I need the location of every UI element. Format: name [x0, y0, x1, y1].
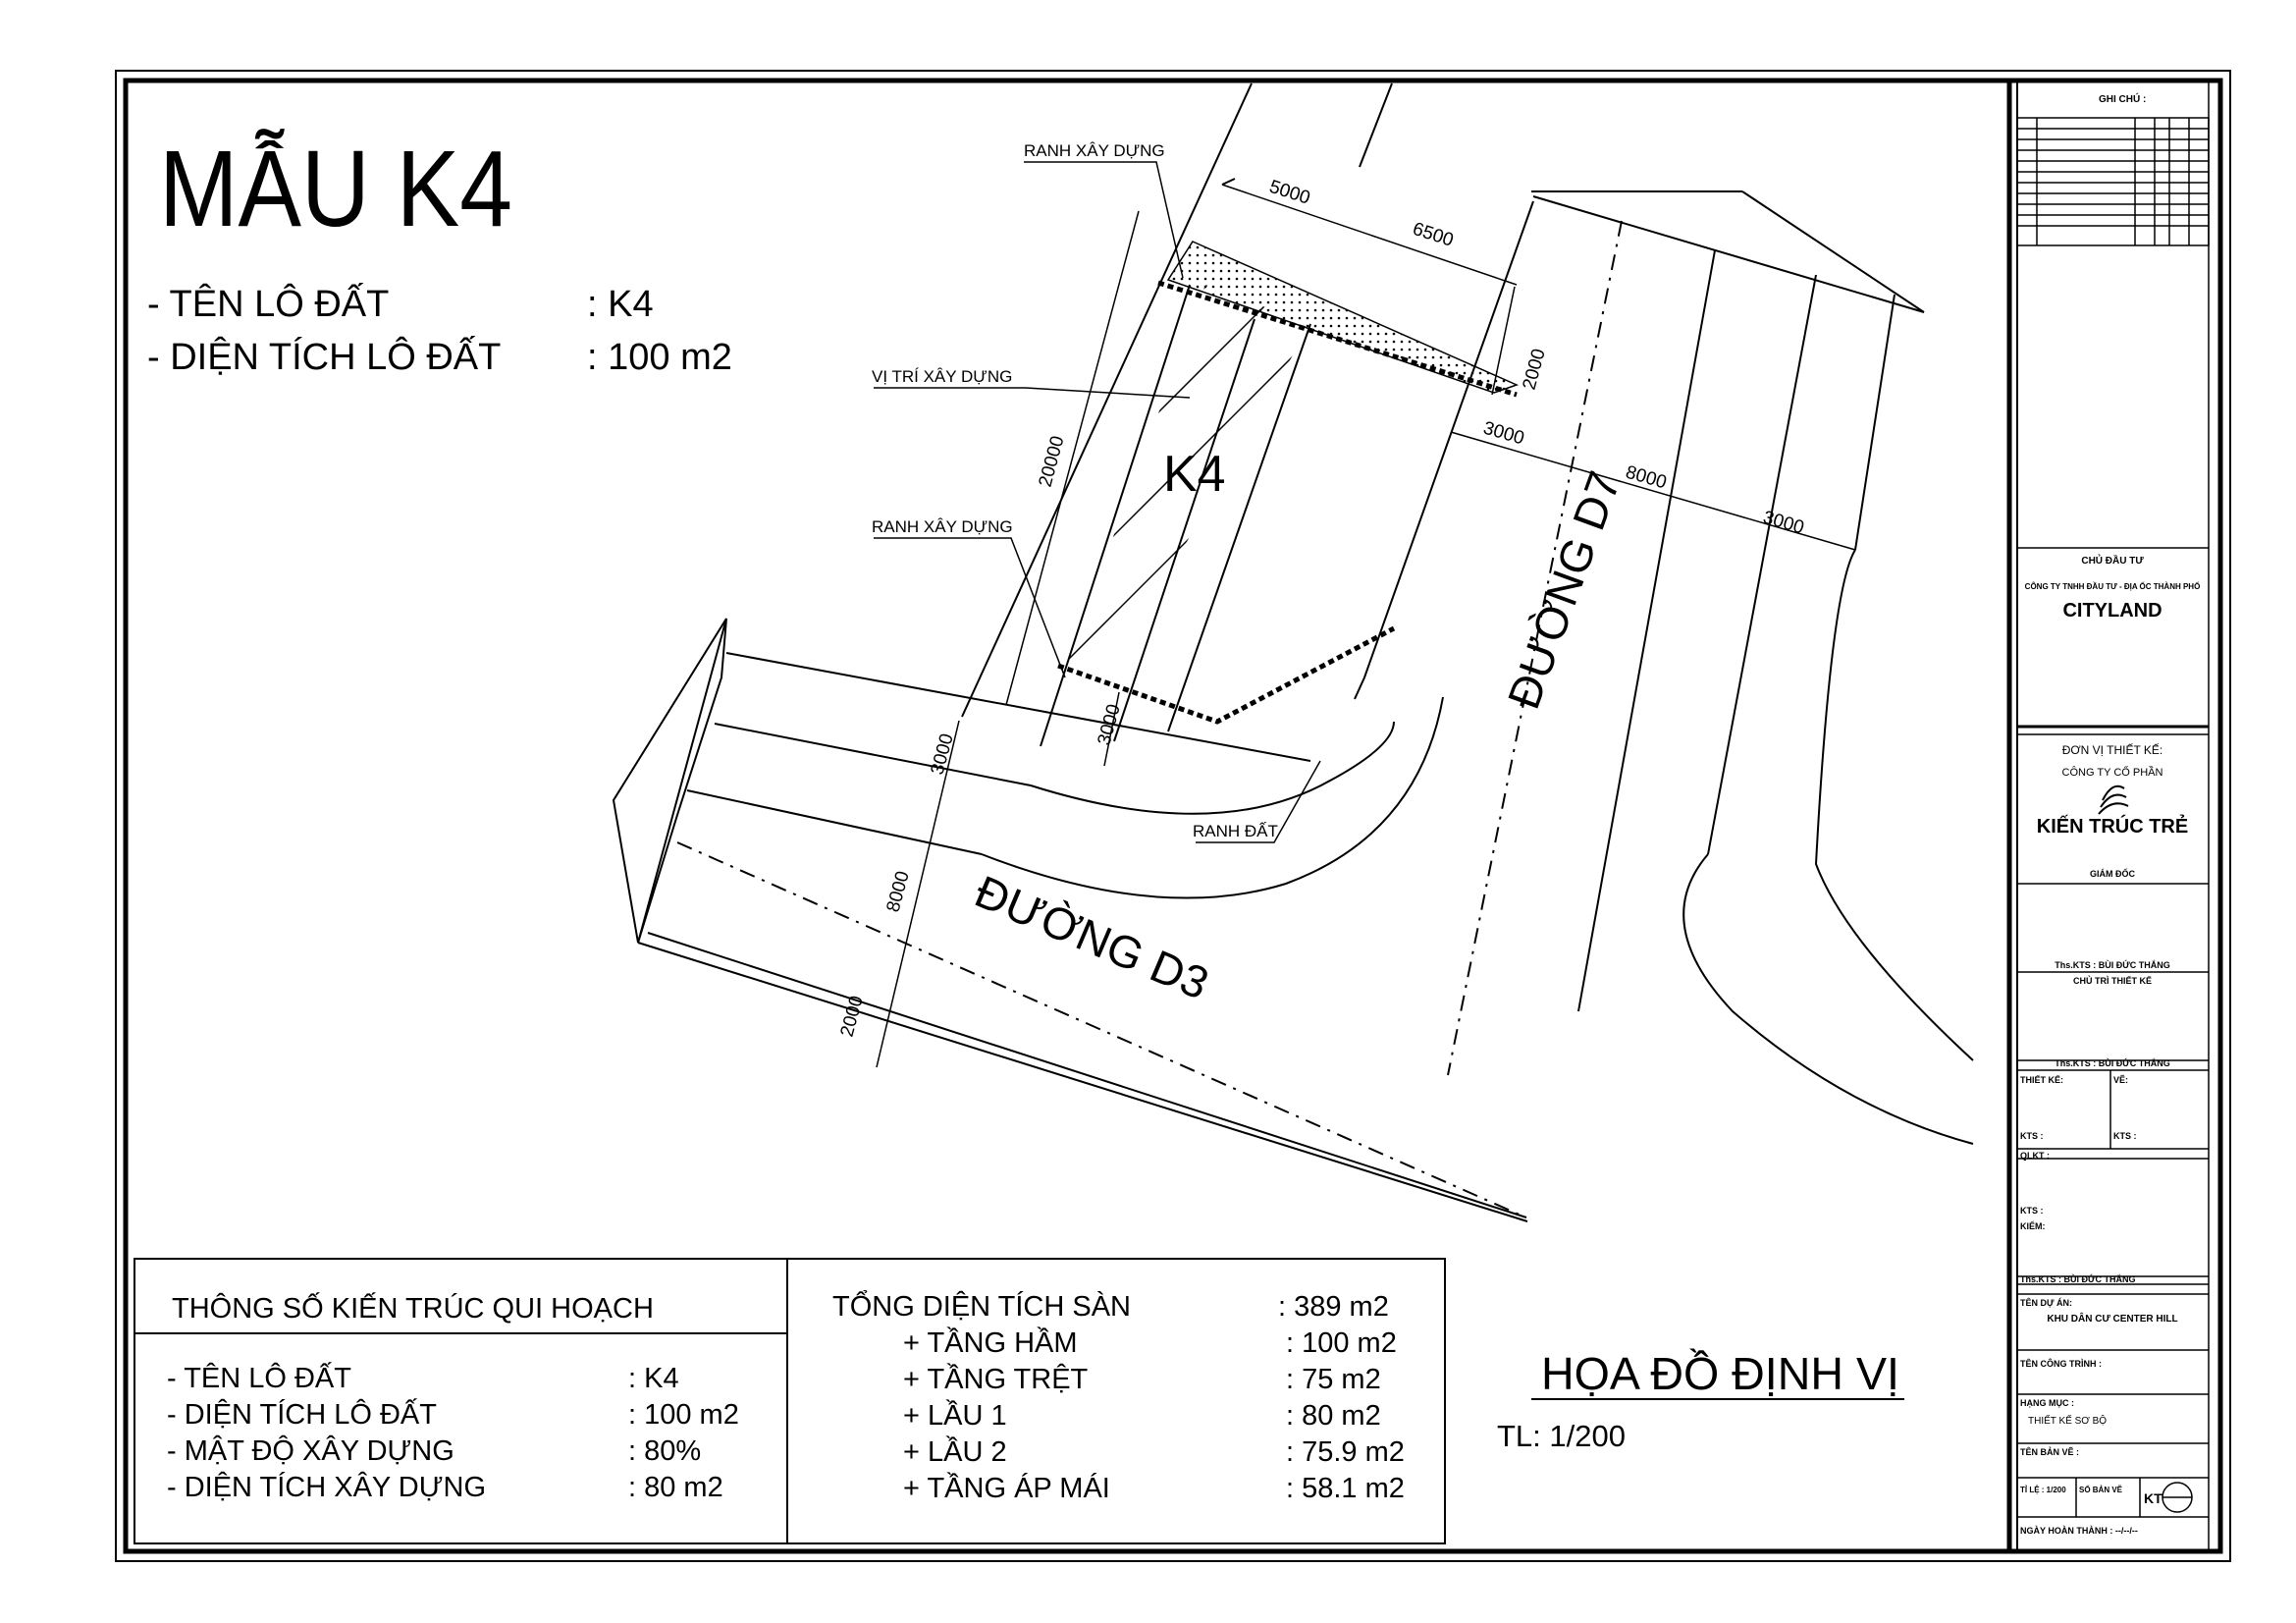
- leader-build-position: [874, 388, 1190, 398]
- setback-strip-dotted: [1168, 242, 1517, 393]
- director-name: Ths.KTS : BÙI ĐỨC THẮNG: [2055, 960, 2170, 970]
- drawing-scale: TL: 1/200: [1497, 1419, 1626, 1453]
- notes-heading: GHI CHÚ :: [2099, 94, 2147, 105]
- spec-row-value: : 80%: [628, 1435, 702, 1467]
- dim-8000-left: 8000: [882, 869, 914, 915]
- investor-company: CÔNG TY TNHH ĐẦU TƯ - ĐỊA ỐC THÀNH PHỐ: [2024, 582, 2201, 591]
- sheet-title: MẪU K4: [159, 129, 512, 249]
- road-d3-label: ĐƯỜNG D3: [968, 865, 1216, 1009]
- dim-3000-far: 3000: [1760, 507, 1807, 539]
- callout-build-line-mid: RANH XÂY DỰNG: [872, 517, 1013, 536]
- lead-label: CHỦ TRÌ THIẾT KẾ: [2073, 976, 2152, 986]
- scale-label: TỈ LỆ : 1/200: [2020, 1486, 2066, 1494]
- project-name: KHU DÂN CƯ CENTER HILL: [2047, 1314, 2178, 1325]
- lot-name-label: - TÊN LÔ ĐẤT: [147, 284, 390, 325]
- finish-label: NGÀY HOÀN THÀNH : --/--/--: [2020, 1526, 2138, 1536]
- specs-heading: THÔNG SỐ KIẾN TRÚC QUI HOẠCH: [172, 1293, 654, 1325]
- floor-area-row-value: : 80 m2: [1286, 1400, 1381, 1432]
- designer-logo-icon: [2099, 786, 2128, 814]
- floor-area-total-label: TỔNG DIỆN TÍCH SÀN: [832, 1291, 1131, 1323]
- road-d7-top-cap: [1533, 196, 1924, 312]
- sheet-no-label: SỐ BẢN VẼ: [2079, 1486, 2123, 1494]
- floor-area-row-label: + LẦU 2: [903, 1436, 1007, 1468]
- dim-3000-right: 3000: [1480, 417, 1527, 450]
- road-d7-edge-left: [1355, 201, 1533, 699]
- corner-curve: [982, 697, 1443, 898]
- callout-build-line-top: RANH XÂY DỰNG: [1024, 141, 1165, 160]
- floor-area-row-value: : 100 m2: [1286, 1327, 1397, 1359]
- qlkt-label: QLKT :: [2020, 1151, 2050, 1161]
- item-label: HẠNG MỤC :: [2020, 1398, 2074, 1408]
- kts-label-3: KTS :: [2020, 1206, 2044, 1216]
- callout-lot-boundary: RANH ĐẤT: [1193, 822, 1278, 840]
- outer-sheet-border: [116, 71, 2230, 1561]
- spec-row-label: - DIỆN TÍCH LÔ ĐẤT: [167, 1399, 437, 1431]
- dim-3000-left: 3000: [927, 731, 958, 778]
- floor-area-row-label: + TẦNG TRỆT: [903, 1364, 1089, 1395]
- floor-area-row-label: + LẦU 1: [903, 1400, 1007, 1432]
- dim-3000-front: 3000: [1094, 702, 1125, 748]
- lot-name-value: : K4: [587, 284, 654, 325]
- lot-edge-right: [1168, 324, 1310, 731]
- sheet-code: KT: [2144, 1490, 2163, 1506]
- lot-area-value: : 100 m2: [587, 337, 732, 378]
- spec-row-label: - TÊN LÔ ĐẤT: [167, 1363, 351, 1394]
- designer-name: KIẾN TRÚC TRẺ: [2036, 816, 2189, 838]
- design-label: THIẾT KẾ:: [2020, 1075, 2063, 1085]
- front-build-line: [1158, 283, 1517, 395]
- leader-build-line-top: [1024, 162, 1183, 278]
- spec-row-label: - MẬT ĐỘ XÂY DỰNG: [167, 1435, 454, 1467]
- investor-heading: CHỦ ĐẦU TƯ: [2081, 556, 2144, 567]
- kts-label-2: KTS :: [2113, 1131, 2137, 1141]
- check-label: KIỂM:: [2020, 1221, 2046, 1231]
- spec-row-value: : K4: [628, 1363, 679, 1394]
- road-d7-label: ĐƯỜNG D7: [1497, 464, 1630, 716]
- site-plan: [614, 83, 1973, 1221]
- floor-area-row-value: : 75 m2: [1286, 1364, 1381, 1395]
- designer-company: CÔNG TY CỔ PHẦN: [2061, 767, 2163, 779]
- dim-20000: 20000: [1035, 433, 1069, 490]
- floor-area-row-label: + TẦNG HẦM: [903, 1327, 1078, 1359]
- road-d3-centerline: [677, 842, 1522, 1216]
- leader-build-line-mid: [874, 538, 1065, 677]
- road-d3-end-cap: [614, 619, 726, 943]
- kts-label-1: KTS :: [2020, 1131, 2044, 1141]
- lead-name: Ths.KTS : BÙI ĐỨC THẮNG: [2055, 1058, 2170, 1068]
- dim-6500: 6500: [1410, 218, 1457, 251]
- dim-5000: 5000: [1266, 176, 1313, 209]
- lot-label: K4: [1163, 446, 1226, 503]
- investor-name: CITYLAND: [2062, 600, 2163, 622]
- dim-2000-left: 2000: [836, 994, 868, 1040]
- floor-area-total-value: : 389 m2: [1278, 1291, 1389, 1323]
- drawing-title: HỌA ĐỒ ĐỊNH VỊ: [1541, 1348, 1899, 1399]
- lot-area-label: - DIỆN TÍCH LÔ ĐẤT: [147, 337, 502, 378]
- sheet-name-label: TÊN BẢN VẼ :: [2020, 1447, 2080, 1457]
- item-value: THIẾT KẾ SƠ BỘ: [2028, 1416, 2108, 1427]
- floor-area-row-value: : 58.1 m2: [1286, 1473, 1405, 1504]
- check-name: Ths.KTS : BÙI ĐỨC THẮNG: [2020, 1274, 2136, 1284]
- work-label: TÊN CÔNG TRÌNH :: [2020, 1359, 2102, 1369]
- dim-8000-right: 8000: [1623, 461, 1670, 494]
- road-d3-edge-top: [726, 653, 1310, 761]
- callout-build-position: VỊ TRÍ XÂY DỰNG: [872, 367, 1013, 386]
- floor-area-row-value: : 75.9 m2: [1286, 1436, 1405, 1468]
- designer-heading: ĐƠN VỊ THIẾT KẾ:: [2061, 743, 2163, 757]
- spec-row-value: : 80 m2: [628, 1472, 723, 1503]
- project-label: TÊN DỰ ÁN:: [2020, 1298, 2072, 1308]
- spec-row-value: : 100 m2: [628, 1399, 739, 1431]
- floor-area-row-label: + TẦNG ÁP MÁI: [903, 1473, 1110, 1504]
- dim-2000-top: 2000: [1519, 347, 1550, 393]
- spec-row-label: - DIỆN TÍCH XÂY DỰNG: [167, 1472, 487, 1503]
- drawn-label: VẼ:: [2113, 1075, 2129, 1085]
- director-label: GIÁM ĐỐC: [2090, 869, 2135, 879]
